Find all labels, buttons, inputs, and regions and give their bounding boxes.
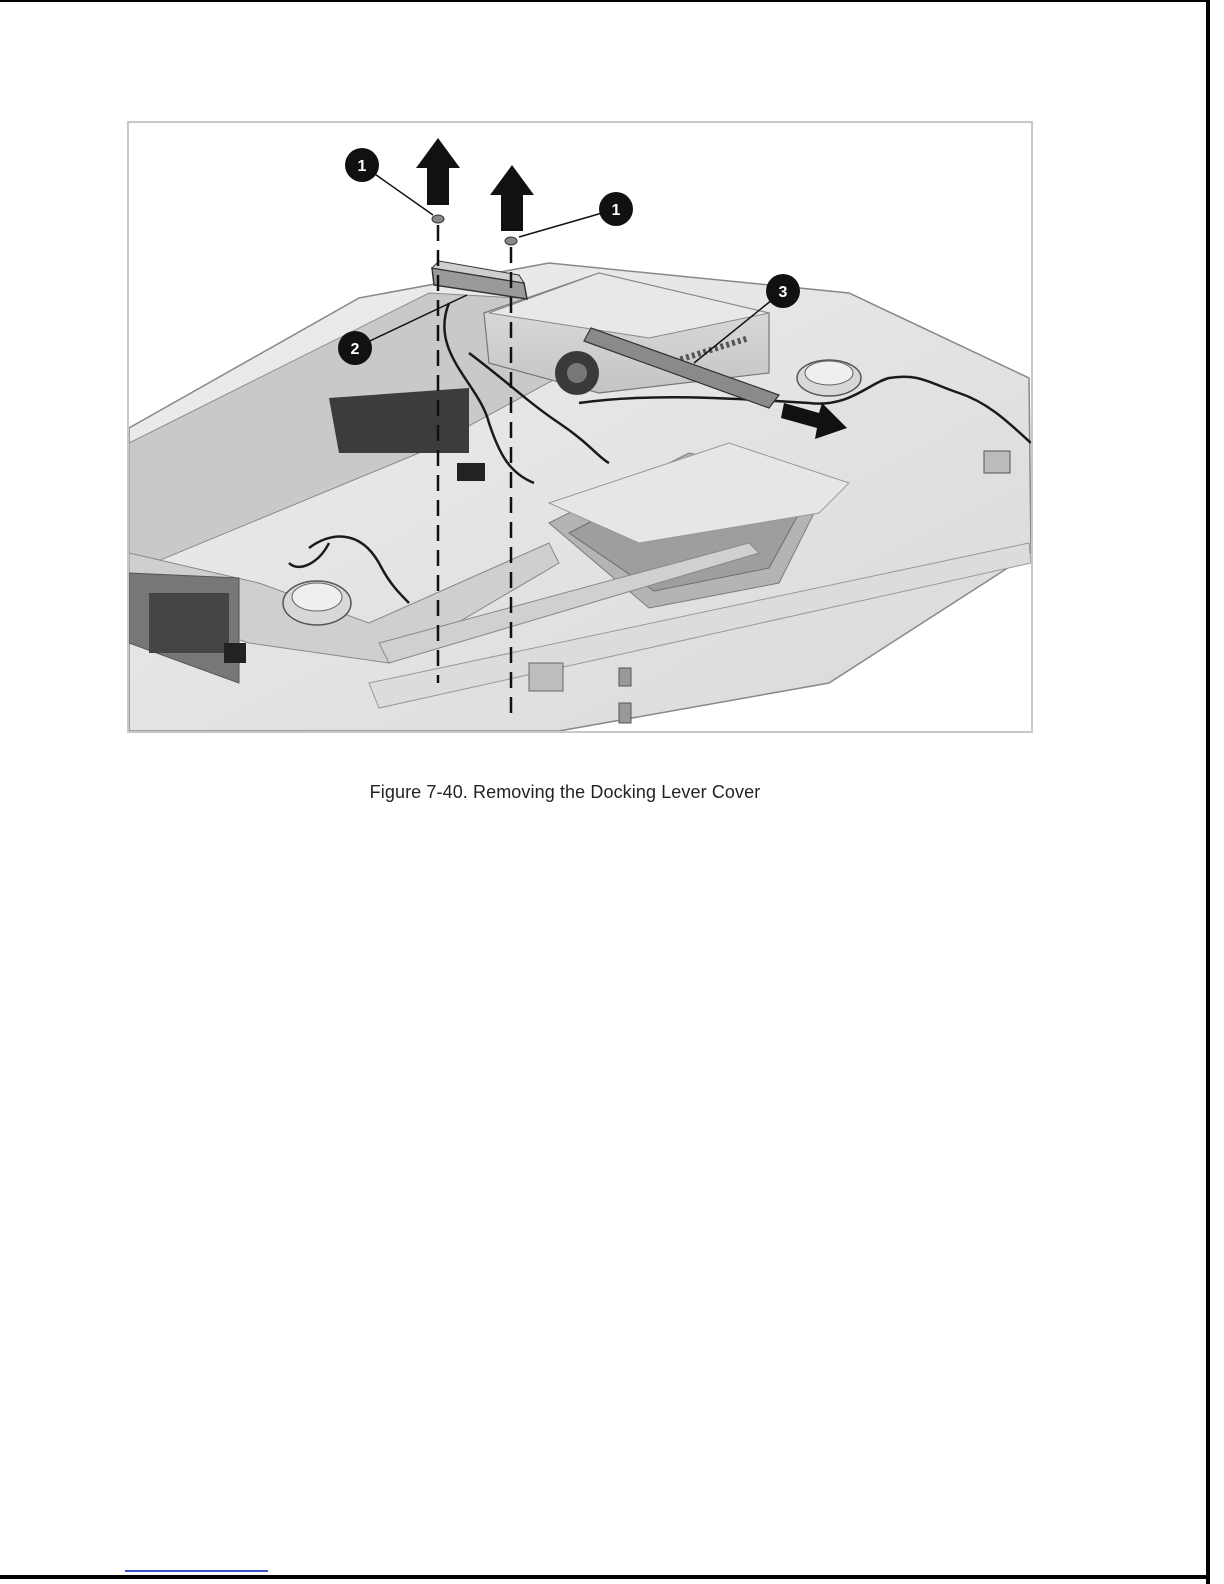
up-arrow-icon: [416, 138, 460, 205]
figure-illustration: [127, 121, 1033, 733]
speaker-left: [283, 581, 351, 625]
page-border-bottom: [0, 1575, 1210, 1579]
callout-1b: [599, 192, 633, 226]
up-arrow-icon: [490, 165, 534, 231]
callout-label: 2: [350, 341, 360, 358]
figure-caption: Figure 7-40. Removing the Docking Lever Cover: [369, 782, 761, 802]
speaker-right: [797, 360, 861, 396]
docking-lever-cover-diagram: [129, 123, 1031, 731]
page-border-top: [0, 0, 1208, 2]
callout-1a: [345, 148, 379, 182]
callout-2: [338, 331, 372, 365]
callout-label: 1: [611, 202, 621, 219]
page-border-right: [1206, 0, 1210, 1584]
footer-link-underline[interactable]: [125, 1570, 268, 1572]
callout-label: 3: [778, 284, 788, 301]
callout-3: [766, 274, 800, 308]
callout-label: 1: [357, 158, 367, 175]
